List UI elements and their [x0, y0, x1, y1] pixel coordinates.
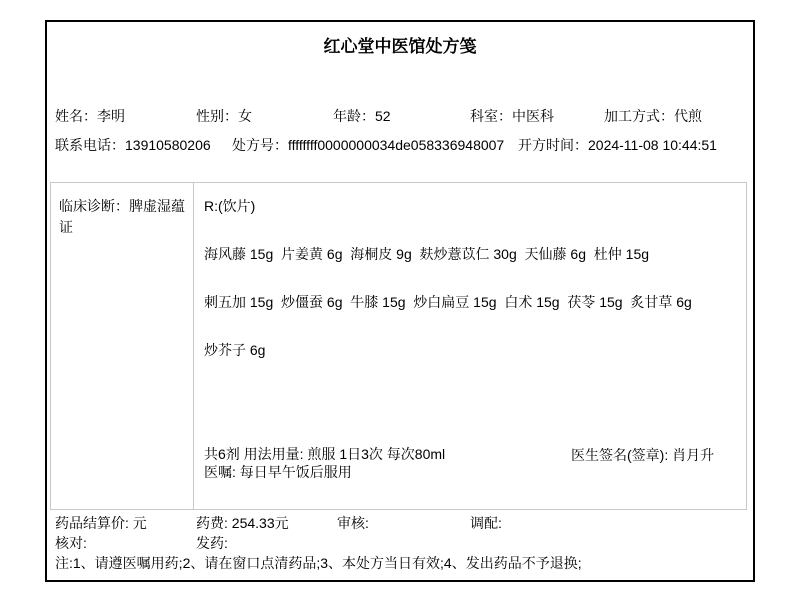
check-field: 核对: — [55, 535, 87, 551]
medicine-line-3: 炒芥子 6g — [204, 342, 266, 358]
rx-type: R:(饮片) — [204, 198, 256, 214]
medicine-line-1: 海风藤 15g 片姜黄 6g 海桐皮 9g 麸炒薏苡仁 30g 天仙藤 6g 杜仲 15g — [204, 246, 650, 262]
footer-note: 注:1、请遵医嘱用药;2、请在窗口点清药品;3、本处方当日有效;4、发出药品不予退换; — [55, 555, 582, 571]
prescription-number: 处方号：ffffffff0000000034de058336948007 — [232, 137, 505, 153]
page-title: 红心堂中医馆处方笺 — [323, 37, 477, 56]
clinical-diagnosis: 临床诊断：脾虚湿蕴证 — [59, 198, 185, 235]
review-field: 审核: — [337, 515, 369, 531]
doctor-signature: 医生签名(签章): 肖月升 — [571, 447, 715, 463]
doctor-advice: 医嘱: 每日早午饭后服用 — [204, 464, 352, 480]
processing-method: 加工方式：代煎 — [604, 108, 702, 124]
prepare-field: 调配: — [470, 515, 502, 531]
contact-phone: 联系电话：13910580206 — [55, 137, 211, 153]
diagnosis-divider — [193, 183, 194, 509]
department: 科室：中医科 — [470, 108, 554, 124]
medicine-fee: 药费: 254.33元 — [196, 515, 289, 531]
patient-gender: 性别：女 — [196, 108, 252, 124]
prescription-body-box — [50, 182, 747, 510]
medicine-line-2: 刺五加 15g 炒僵蚕 6g 牛膝 15g 炒白扁豆 15g 白术 15g 茯苓 15g 炙甘草 6g — [204, 294, 692, 310]
dispense-field: 发药: — [196, 535, 228, 551]
dosage-instructions: 共6剂 用法用量: 煎服 1日3次 每次80ml — [204, 446, 446, 462]
patient-age: 年龄：52 — [333, 108, 391, 124]
prescription-time: 开方时间：2024-11-08 10:44:51 — [518, 137, 717, 153]
patient-name: 姓名：李明 — [55, 108, 125, 124]
settlement-price: 药品结算价: 元 — [55, 515, 147, 531]
